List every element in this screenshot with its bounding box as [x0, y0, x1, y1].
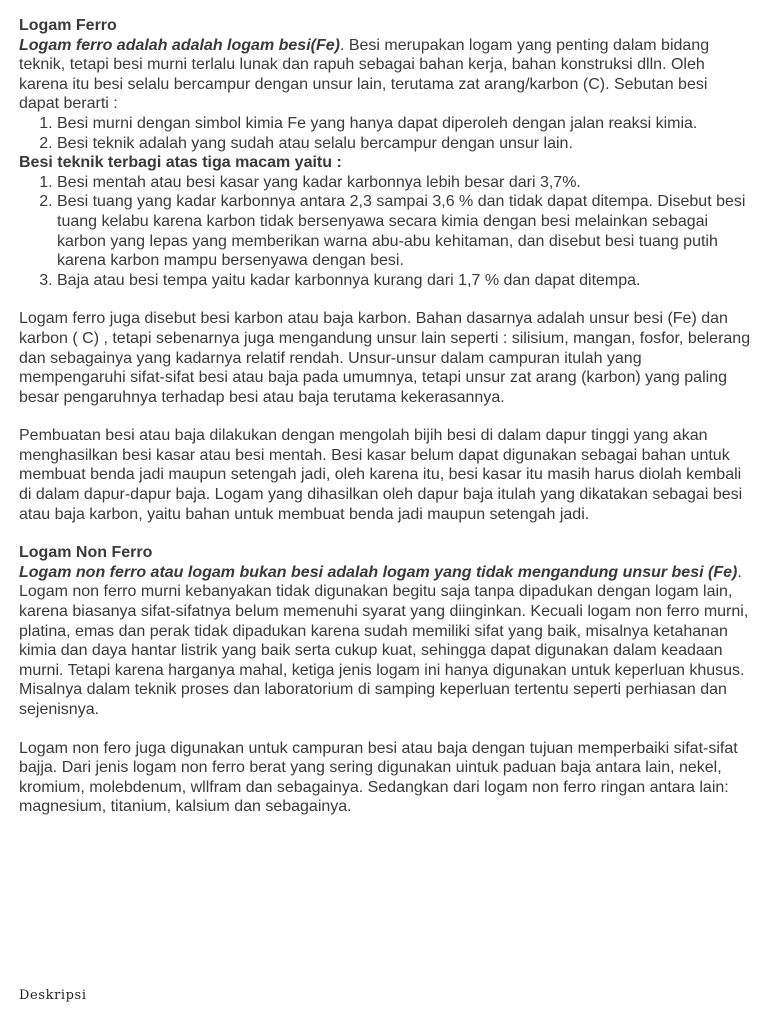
iron-meanings-list — [19, 114, 751, 153]
spacer — [19, 407, 751, 426]
description-label: Deskripsi — [19, 988, 87, 1003]
list-item: 3. Baja atau besi tempa yaitu kadar karbonnya kurang dari 1,7 % dan dapat ditempa. — [57, 271, 751, 291]
ferro-intro-text: . Besi merupakan logam yang penting dalam bidang teknik, tetapi besi murni terlalu lunak dan rapuh sebagai bahan kerja, bahan konstruksi dlln. Oleh karena itu besi selalu bercampur dengan unsur lain, terutama zat arang/karbon (C). Sebutan besi dapat berarti : — [19, 36, 710, 113]
types-heading: Besi teknik terbagi atas tiga macam yaitu : — [19, 154, 342, 172]
ferro-definition: Logam ferro adalah adalah logam besi(Fe) — [19, 36, 340, 54]
list-item: 1. Besi mentah atau besi kasar yang kadar karbonnya lebih besar dari 3,7%. — [57, 173, 751, 193]
spacer — [19, 290, 751, 309]
nonferro-intro — [19, 563, 751, 720]
nonferro-definition: Logam non ferro atau logam bukan besi adalah logam yang tidak mengandung unsur besi (Fe) — [19, 563, 738, 581]
spacer — [19, 524, 751, 543]
nonferro-intro-text: . Logam non ferro murni kebanyakan tidak digunakan begitu saja tanpa dipadukan dengan logam lain, karena biasanya sifat-sifatnya belum memenuhi syarat yang diinginkan. Kecuali logam non ferro murni, platina, emas dan perak tidak dipadukan karena sudah memiliki sifat yang baik, misalnya ketahanan kimia dan daya hantar listrik yang baik serta cukup kuat, sehingga dapat digunakan dalam keadaan murni. Tetapi karena harganya mahal, ketiga jenis logam ini hanya digunakan untuk keperluan khusus. Misalnya dalam teknik proses dan laboratorium di samping keperluan tertentu seperti perhiasan dan sejenisnya. — [19, 563, 749, 718]
iron-types-list — [19, 173, 751, 291]
section-title-ferro: Logam Ferro — [19, 17, 117, 34]
document-body — [19, 16, 751, 817]
list-item: 2. Besi tuang yang kadar karbonnya antara 2,3 sampai 3,6 % dan tidak dapat ditempa. Disebut besi tuang kelabu karena karbon tidak bersenyawa secara kimia dengan besi melainkan sebagai karbon yang lepas yang memberikan warna abu-abu kehitaman, dan disebut besi tuang putih karena karbon mampu bersenyawa dengan besi. — [57, 192, 751, 270]
ferro-intro — [19, 36, 751, 114]
ferro-paragraph-production: Pembuatan besi atau baja dilakukan dengan mengolah bijih besi di dalam dapur tinggi yang akan menghasilkan besi kasar atau besi mentah. Besi kasar belum dapat digunakan sebagai bahan untuk membuat benda jadi maupun setengah jadi, oleh karena itu, besi kasar itu masih harus diolah kembali di dalam dapur-dapur baja. Logam yang dihasilkan oleh dapur baja itulah yang dikatakan sebagai besi atau baja karbon, yaitu bahan untuk membuat benda jadi maupun setengah jadi. — [19, 427, 743, 523]
section-title-nonferro: Logam Non Ferro — [19, 544, 153, 562]
ferro-paragraph-composition: Logam ferro juga disebut besi karbon atau baja karbon. Bahan dasarnya adalah unsur besi (Fe) dan karbon ( C) , tetapi sebenarnya juga mengandung unsur lain seperti : silisium, mangan, fosfor, belerang dan sebagainya yang kadarnya relatif rendah. Unsur-unsur dalam campuran itulah yang mempengaruhi sifat-sifat besi atau baja pada umumnya, tetapi unsur zat arang (karbon) yang paling besar pengaruhnya terhadap besi atau baja terutama kekerasannya. — [19, 310, 751, 406]
spacer — [19, 720, 751, 739]
list-item: 1. Besi murni dengan simbol kimia Fe yang hanya dapat diperoleh dengan jalan reaksi kimia. — [57, 114, 751, 134]
list-item: 2. Besi teknik adalah yang sudah atau selalu bercampur dengan unsur lain. — [57, 134, 751, 154]
nonferro-paragraph-alloys: Logam non fero juga digunakan untuk campuran besi atau baja dengan tujuan memperbaiki sifat-sifat bajja. Dari jenis logam non ferro berat yang sering digunakan uintuk paduan baja antara lain, nekel, kromium, molebdenum, wllfram dan sebagainya. Sedangkan dari logam non ferro ringan antara lain: magnesium, titanium, kalsium dan sebagainya. — [19, 739, 738, 816]
